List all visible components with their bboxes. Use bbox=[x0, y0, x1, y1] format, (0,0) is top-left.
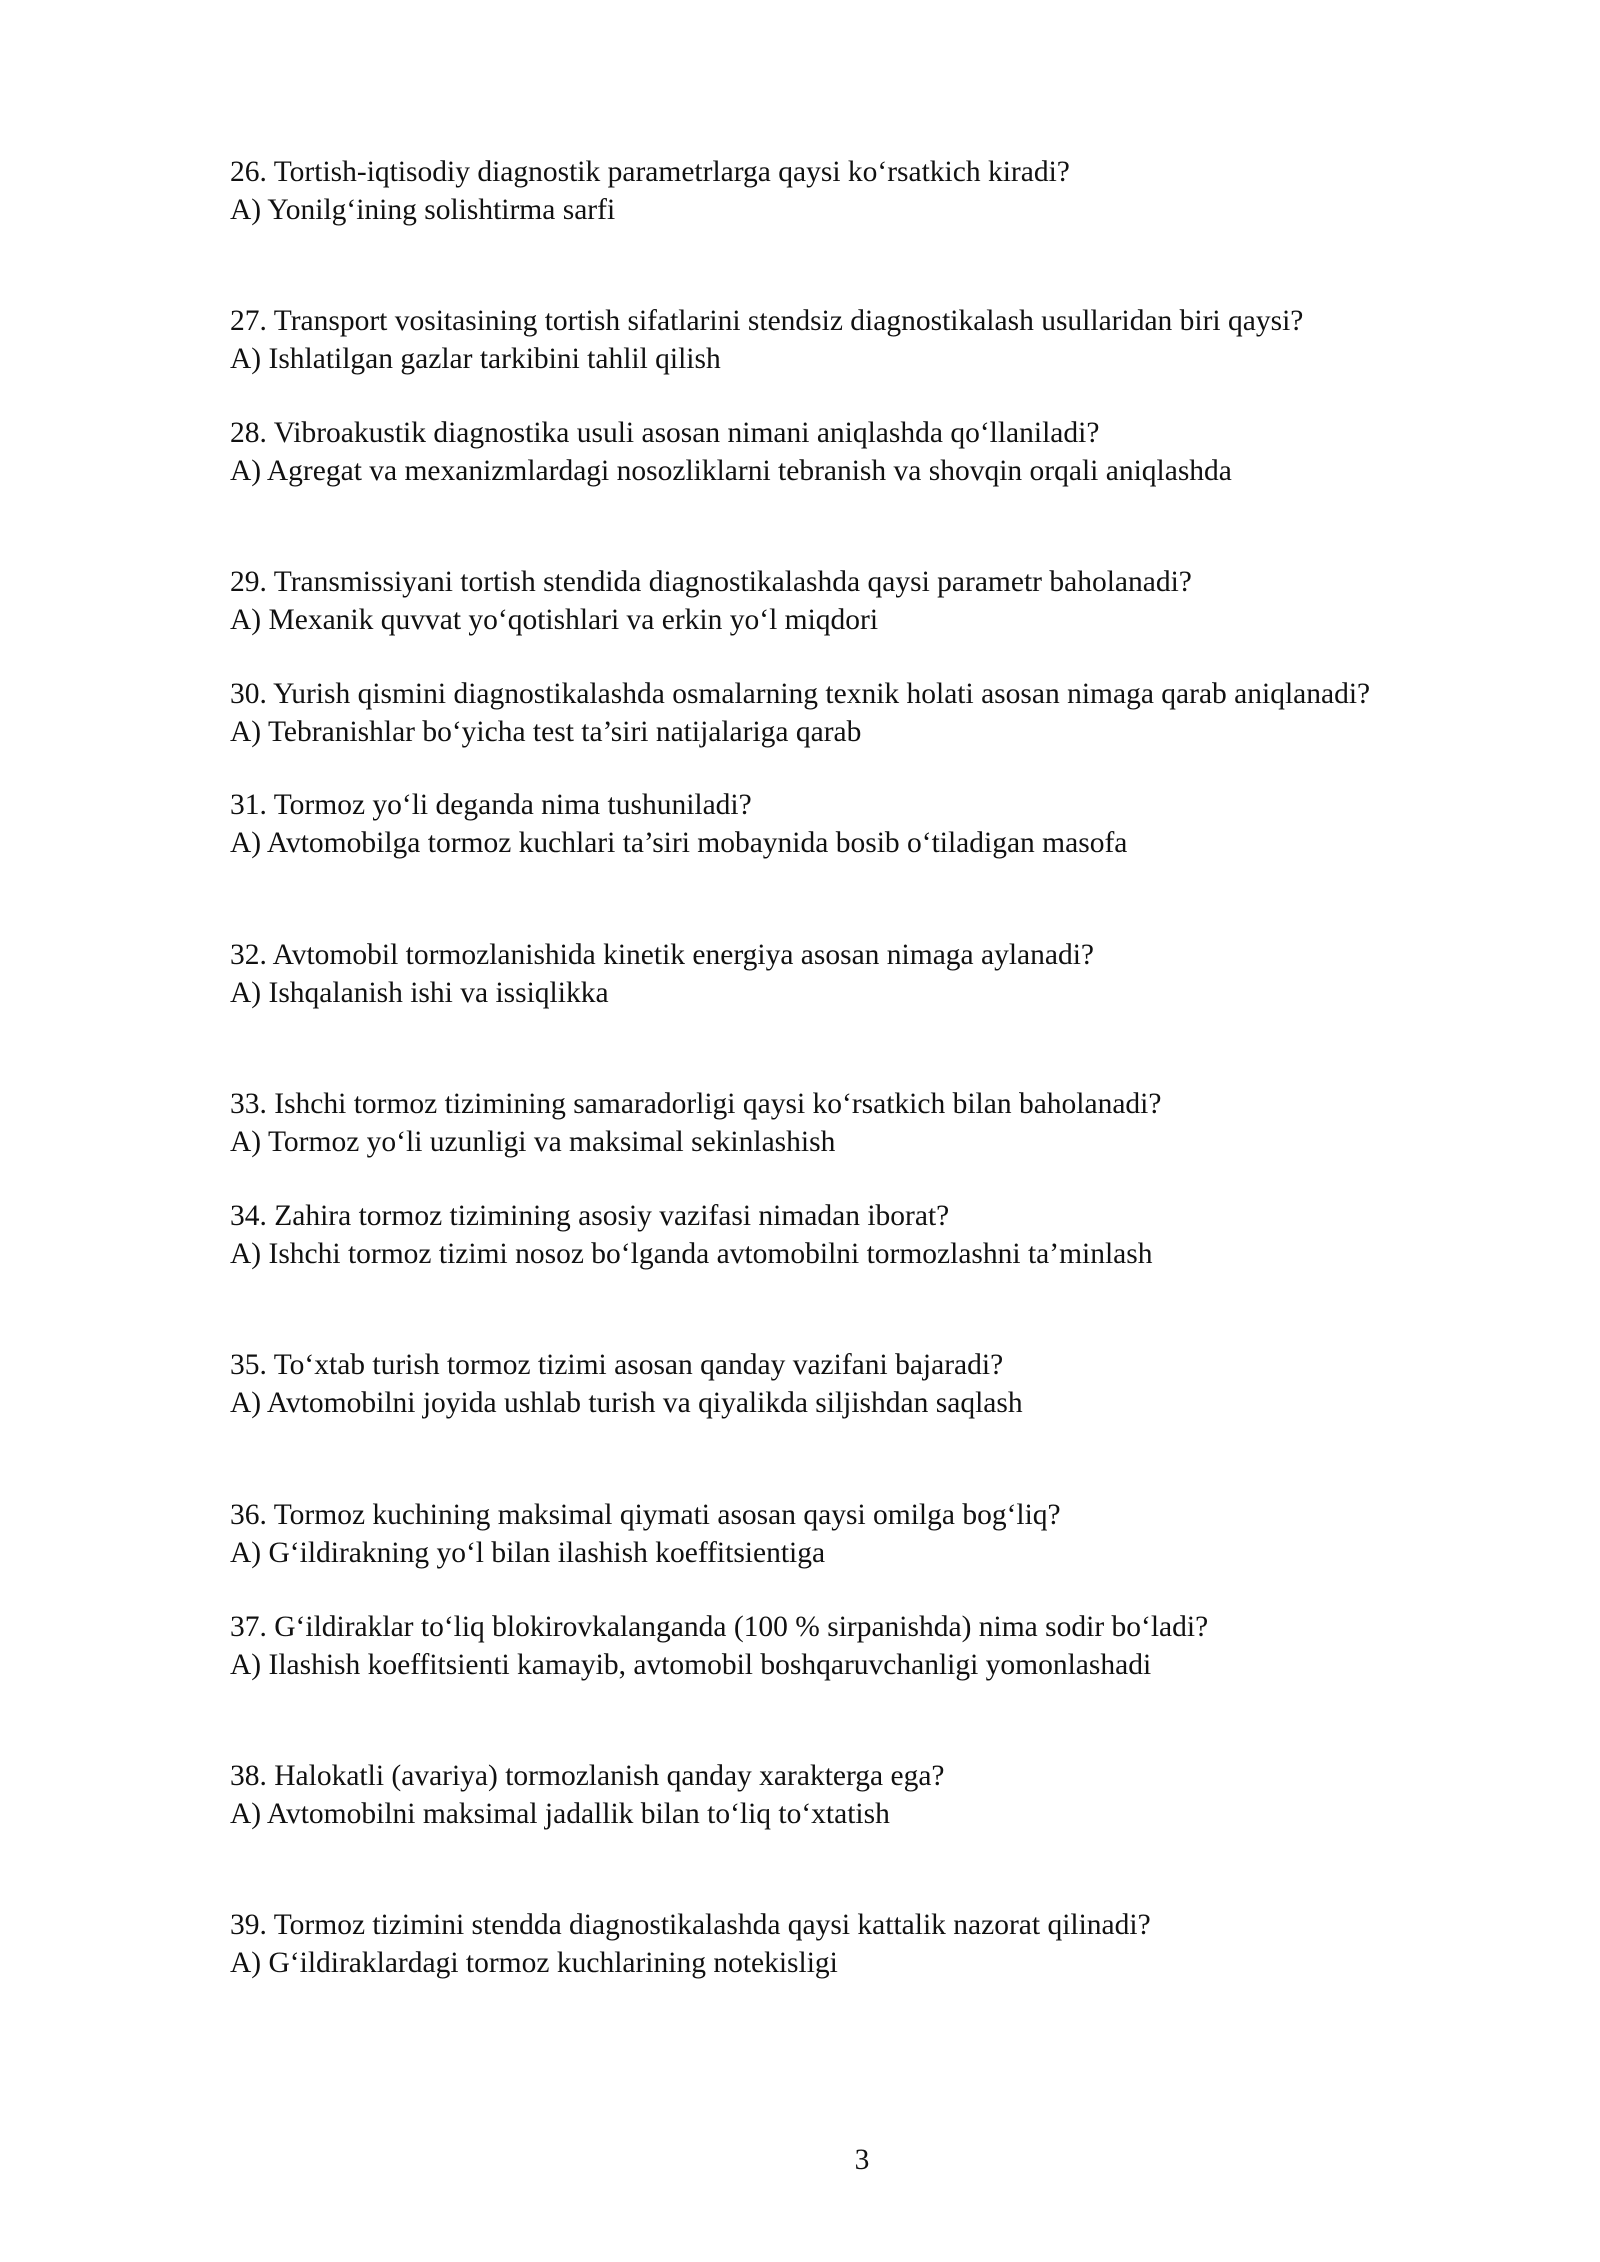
answer-text: A) G‘ildiraklardagi tormoz kuchlarining notekisligi bbox=[230, 1947, 838, 1979]
question-block bbox=[230, 786, 1550, 862]
question-text: 32. Avtomobil tormozlanishida kinetik energiya asosan nimaga aylanadi? bbox=[230, 939, 1095, 971]
question-text: 30. Yurish qismini diagnostikalashda osmalarning texnik holati asosan nimaga qarab aniqlanadi? bbox=[230, 678, 1371, 710]
answer-text: A) Ilashish koeffitsienti kamayib, avtomobil boshqaruvchanligi yomonlashadi bbox=[230, 1649, 1152, 1681]
question-block bbox=[230, 1496, 1550, 1572]
answer-text: A) Avtomobilni joyida ushlab turish va qiyalikda siljishdan saqlash bbox=[230, 1387, 1023, 1419]
question-text: 27. Transport vositasining tortish sifatlarini stendsiz diagnostikalash usullaridan biri qaysi? bbox=[230, 305, 1304, 337]
question-text: 28. Vibroakustik diagnostika usuli asosan nimani aniqlashda qo‘llaniladi? bbox=[230, 417, 1100, 449]
question-text: 34. Zahira tormoz tizimining asosiy vazifasi nimadan iborat? bbox=[230, 1200, 950, 1232]
answer-text: A) Agregat va mexanizmlardagi nosozliklarni tebranish va shovqin orqali aniqlashda bbox=[230, 455, 1232, 487]
answer-text: A) Tebranishlar bo‘yicha test ta’siri natijalariga qarab bbox=[230, 716, 862, 748]
answer-text: A) Avtomobilga tormoz kuchlari ta’siri mobaynida bosib o‘tiladigan masofa bbox=[230, 827, 1128, 859]
question-text: 39. Tormoz tizimini stendda diagnostikalashda qaysi kattalik nazorat qilinadi? bbox=[230, 1909, 1151, 1941]
question-text: 36. Tormoz kuchining maksimal qiymati asosan qaysi omilga bog‘liq? bbox=[230, 1499, 1061, 1531]
page-number-footer bbox=[0, 2141, 1600, 2179]
question-block bbox=[230, 1197, 1550, 1273]
question-block bbox=[230, 675, 1550, 751]
question-text: 31. Tormoz yo‘li deganda nima tushuniladi? bbox=[230, 789, 752, 821]
question-block bbox=[230, 1085, 1550, 1161]
question-text: 26. Tortish-iqtisodiy diagnostik parametrlarga qaysi ko‘rsatkich kiradi? bbox=[230, 156, 1070, 188]
answer-text: A) Yonilg‘ining solishtirma sarfi bbox=[230, 194, 616, 226]
question-block bbox=[230, 563, 1550, 639]
question-block bbox=[230, 1906, 1550, 1982]
answer-text: A) Avtomobilni maksimal jadallik bilan to‘liq to‘xtatish bbox=[230, 1798, 890, 1830]
question-text: 35. To‘xtab turish tormoz tizimi asosan qanday vazifani bajaradi? bbox=[230, 1349, 1004, 1381]
question-block bbox=[230, 1608, 1550, 1684]
question-text: 29. Transmissiyani tortish stendida diagnostikalashda qaysi parametr baholanadi? bbox=[230, 566, 1192, 598]
answer-text: A) G‘ildirakning yo‘l bilan ilashish koeffitsientiga bbox=[230, 1537, 826, 1569]
page-number: 3 bbox=[854, 2144, 870, 2176]
question-text: 38. Halokatli (avariya) tormozlanish qanday xarakterga ega? bbox=[230, 1760, 945, 1792]
answer-text: A) Ishqalanish ishi va issiqlikka bbox=[230, 977, 609, 1009]
question-block bbox=[230, 1757, 1550, 1833]
question-block bbox=[230, 302, 1550, 378]
answer-text: A) Ishlatilgan gazlar tarkibini tahlil qilish bbox=[230, 343, 721, 375]
question-block bbox=[230, 936, 1550, 1012]
answer-text: A) Ishchi tormoz tizimi nosoz bo‘lganda avtomobilni tormozlashni ta’minlash bbox=[230, 1238, 1153, 1270]
question-block bbox=[230, 414, 1550, 490]
answer-text: A) Mexanik quvvat yo‘qotishlari va erkin yo‘l miqdori bbox=[230, 604, 879, 636]
question-block bbox=[230, 153, 1550, 229]
answer-text: A) Tormoz yo‘li uzunligi va maksimal sekinlashish bbox=[230, 1126, 836, 1158]
question-text: 33. Ishchi tormoz tizimining samaradorligi qaysi ko‘rsatkich bilan baholanadi? bbox=[230, 1088, 1162, 1120]
question-text: 37. G‘ildiraklar to‘liq blokirovkalanganda (100 % sirpanishda) nima sodir bo‘ladi? bbox=[230, 1611, 1209, 1643]
question-block bbox=[230, 1346, 1550, 1422]
